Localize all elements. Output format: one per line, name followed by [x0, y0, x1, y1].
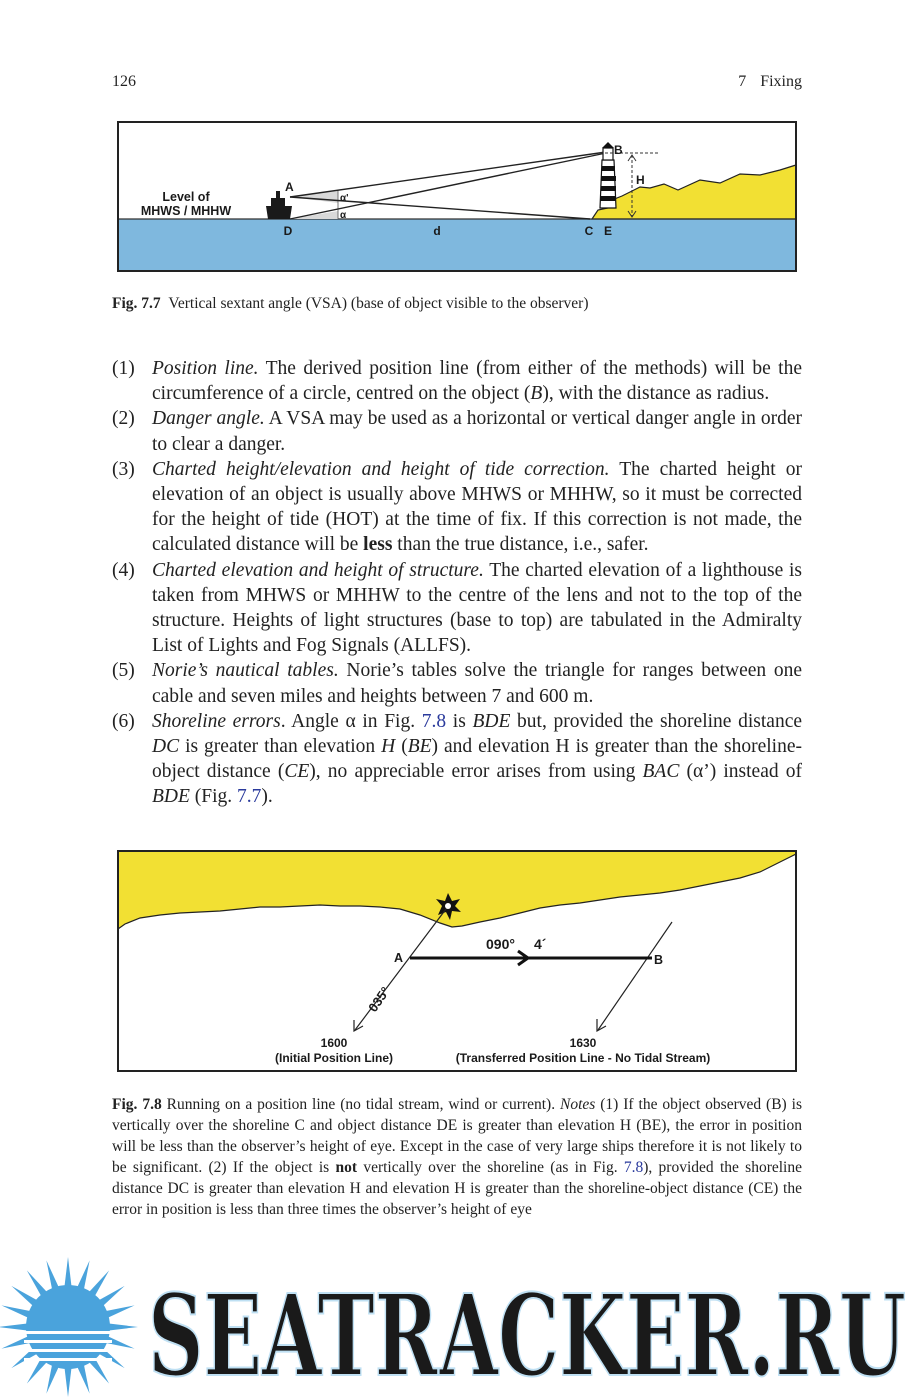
time-1600: 1600 — [320, 1036, 348, 1050]
text-segment: is — [446, 710, 473, 732]
bold-text: less — [363, 534, 393, 556]
list-number: (6) — [112, 710, 135, 732]
list-number: (3) — [112, 458, 135, 480]
figure-link[interactable]: 7.7 — [237, 786, 262, 808]
italic-text: Shoreline errors — [152, 710, 281, 732]
label-e: E — [603, 224, 613, 238]
text-segment: Running on a position line (no tidal stream, wind or current). — [161, 1096, 561, 1113]
figure-link[interactable]: 7.8 — [421, 710, 447, 732]
initial-position-line-label: (Initial Position Line) — [275, 1051, 393, 1065]
caption-label: Fig. 7.7 — [112, 295, 161, 312]
label-b: B — [654, 953, 664, 967]
italic-text: B — [530, 383, 543, 405]
distance-label: 4´ — [534, 936, 547, 952]
list-number: (1) — [112, 358, 135, 379]
text-segment: ( — [395, 736, 408, 758]
sun-logo-icon — [0, 1257, 138, 1397]
caption-text: Vertical sextant angle (VSA) (base of object visible to the observer) — [168, 295, 589, 312]
chapter-number: 7 — [738, 73, 747, 90]
list-number: (5) — [112, 660, 135, 682]
italic-text: Charted height/elevation and height of tide correction. — [152, 458, 610, 480]
italic-text: Position line. — [152, 358, 259, 379]
label-b: B — [614, 143, 623, 157]
text-segment: The charted elevation of a lighthouse is taken from MHWS or MHHW to the centre of the lens and not to the top of the structure. Heights of light structures (base to top) are tabulated in the Admiralty List of Lights and Fog Signals (ALLFS). — [152, 559, 802, 657]
watermark — [0, 1255, 916, 1398]
mhws-label: MHWS / MHHW — [140, 204, 232, 218]
label-c: C — [584, 224, 594, 238]
bold-text: Fig. 7.8 — [112, 1096, 162, 1113]
page-number: 126 — [112, 73, 136, 90]
italic-text: CE — [284, 761, 310, 783]
bearing-label: 035° — [365, 984, 393, 1015]
text-segment: than the true distance, i.e., safer. — [392, 534, 649, 556]
text-segment: ), provided the shoreline distance DC is greater than elevation H and elevation H is greater than the shoreline-object distance (CE) the error in position is less than three times the observer’s height of eye — [112, 1159, 802, 1218]
italic-text: BAC — [642, 761, 680, 783]
bold-text: not — [335, 1159, 358, 1176]
italic-text: BDE — [472, 710, 511, 732]
text-segment: . Angle α in Fig. — [280, 710, 422, 732]
italic-text: H — [381, 736, 396, 758]
italic-text: Norie’s nautical tables. — [152, 660, 339, 682]
italic-text: BE — [407, 736, 432, 758]
label-d-distance: d — [433, 224, 441, 238]
watermark-text: SEATRACKER.RU — [148, 1271, 906, 1398]
text-segment: vertically over the shoreline (as in Fig. — [357, 1159, 624, 1176]
label-a: A — [393, 951, 403, 965]
list-number: (2) — [112, 408, 135, 430]
coastline — [118, 851, 796, 929]
text-segment: The derived position line (from either of the methods) will be the circumference of a circle, centred on the object ( — [152, 358, 802, 405]
italic-text: Notes — [560, 1096, 596, 1113]
text-segment: Norie’s tables solve the triangle for ranges between one cable and seven miles and heights between 7 and 600 m. — [152, 660, 802, 707]
label-alpha-prime: α' — [340, 193, 349, 204]
text-segment: but, provided the shoreline distance — [510, 710, 803, 732]
label-alpha: α — [340, 210, 347, 221]
text-segment: ), no appreciable error arises from using — [309, 761, 643, 783]
text-segment: (1) If the object observed (B) is vertically over the shoreline C and object distance DE is greater than elevation H (BE), the error in position will be less than the observer’s height of eye. Except in the case of very large ships therefore it is not likely to be significant. (2) If the object is — [112, 1096, 802, 1176]
figure-7-8-caption — [112, 1094, 802, 1220]
chapter-title: Fixing — [760, 73, 802, 90]
level-label: Level of — [162, 190, 210, 204]
label-h: H — [636, 173, 645, 187]
text-segment: A VSA may be used as a horizontal or vertical danger angle in order to clear a danger. — [152, 408, 802, 455]
italic-text: DC — [152, 736, 180, 758]
label-a: A — [285, 180, 294, 194]
time-1630: 1630 — [569, 1036, 597, 1050]
course-label: 090° — [486, 936, 515, 952]
list-number: (4) — [112, 559, 135, 581]
figure-link[interactable]: 7.8 — [623, 1159, 644, 1176]
text-segment: The charted height or elevation of an object is usually above MHWS or MHHW, so it must be corrected for the height of tide (HOT) at the time of fix. If this correction is not made, the calculated distance will be — [152, 458, 802, 556]
italic-text: BDE — [152, 786, 190, 808]
text-segment: (α’) instead of — [679, 761, 802, 783]
italic-text: Charted elevation and height of structure. — [152, 559, 484, 581]
text-segment: ), with the distance as radius. — [542, 383, 770, 405]
text-segment: (Fig. — [189, 786, 238, 808]
transferred-position-line-label: (Transferred Position Line - No Tidal Stream) — [455, 1051, 711, 1065]
text-segment: ). — [261, 786, 273, 808]
label-d: D — [283, 224, 293, 238]
italic-text: Danger angle. — [152, 408, 265, 430]
text-segment: ) and elevation H is greater than the shoreline-object distance ( — [152, 736, 802, 783]
text-segment: is greater than elevation — [179, 736, 382, 758]
